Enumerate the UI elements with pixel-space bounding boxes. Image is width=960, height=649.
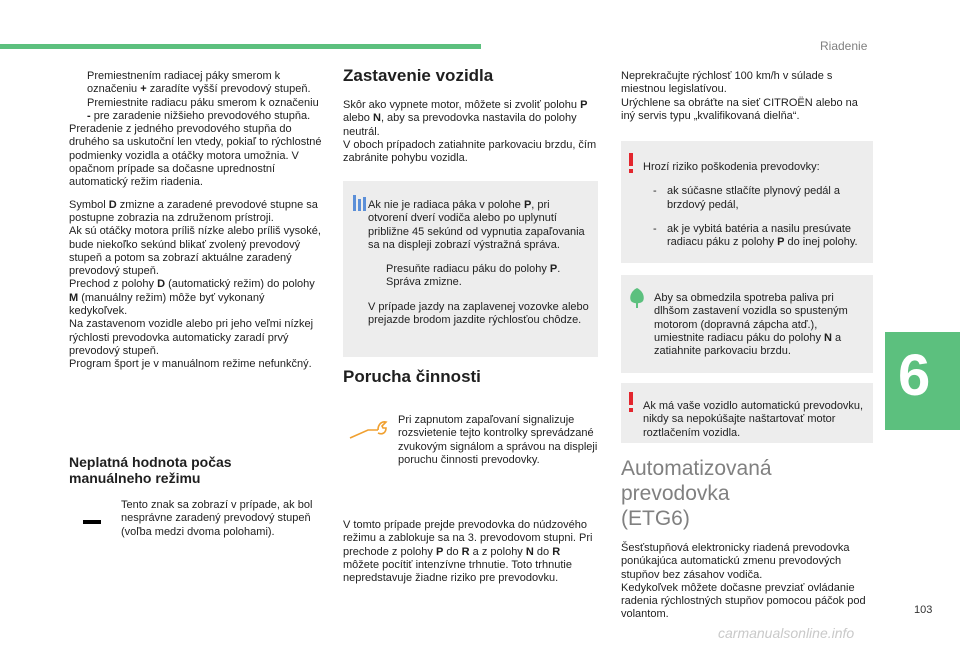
- paragraph: Preradenie z jedného prevodového stupňa do druhého sa uskutoční len vtedy, pokiaľ to rýchlostné podmienky vozidla a otáčky motora umožnia. V opačnom prípade sa dočasne uprednostní automatický režim riadenia.: [69, 123, 322, 189]
- fault-section: [343, 367, 599, 387]
- wrench-icon: [348, 418, 388, 440]
- invalid-value-text-block: [121, 499, 321, 539]
- column-1: [69, 70, 324, 372]
- section-heading: Zastavenie vozidla: [343, 66, 494, 85]
- warning-box-2: [621, 383, 873, 443]
- info-box: [343, 181, 598, 357]
- list-item: Presuňte radiacu páku do polohy P. Správa zmizne.: [386, 263, 561, 289]
- paragraph: Na zastavenom vozidle alebo pri jeho veľmi nízkej rýchlosti prevodovka automaticky zaradí prvý prevodový stupeň.: [69, 318, 314, 357]
- paragraph: Program šport je v manuálnom režime nefunkčný.: [69, 358, 312, 371]
- paragraph: V oboch prípadoch zatiahnite parkovaciu brzdu, čím zabránite pohybu vozidla.: [343, 138, 597, 165]
- section-title: Riadenie: [820, 39, 868, 53]
- info-icon: [353, 195, 367, 211]
- header-accent-bar: [0, 44, 481, 49]
- warning-icon: [628, 153, 634, 173]
- invalid-value-section: [69, 454, 289, 486]
- fault-detail: [343, 519, 599, 585]
- paragraph: Tento znak sa zobrazí v prípade, ak bol nesprávne zaradený prevodový stupeň (voľba medzi dvoma polohami).: [121, 499, 313, 538]
- section-heading: Neplatná hodnota počas manuálneho režimu: [69, 454, 232, 486]
- paragraph: V tomto prípade prejde prevodovka do núdzového režimu a zablokuje sa na 3. prevodovom stupni. Pri prechode z polohy P do R a z polohy N do R môžete pocítiť intenzívne trhnutie. Toto trhnutie nepredstavuje žiadne riziko pre prevodovku.: [343, 519, 593, 585]
- eco-leaf-icon: [627, 287, 647, 309]
- paragraph: Symbol D zmizne a zaradené prevodové stupne sa postupne zobrazia na združenom prístroji.: [69, 198, 318, 224]
- fault-text-block: [398, 414, 598, 467]
- eco-box-text: Aby sa obmedzila spotreba paliva pri dlhšom zastavení vozidla so spusteným motorom (dopravná zápcha atď.), umiestnite radiacu páku do polohy N a zatiahnite parkovaciu brzdu.: [654, 292, 848, 358]
- column-2-top: [343, 66, 599, 165]
- list-item: - ak je vybitá batéria a nasilu presúvate radiacu páku z polohy P do inej polohy.: [653, 222, 858, 249]
- paragraph: Pri zapnutom zapaľovaní signalizuje rozsvietenie tejto kontrolky sprevádzané zvukovým signálom a správou na displeji poruchu činnosti prevodovky.: [398, 414, 598, 466]
- paragraph: Šesťstupňová elektronicky riadená prevodovka ponúkajúca automatickú zmenu prevodových stupňov bez zásahov vodiča.: [621, 542, 850, 581]
- column-3-top: [621, 70, 875, 123]
- warning-icon: [628, 392, 634, 412]
- page-number: 103: [914, 604, 933, 616]
- warning-box-2-text: Ak má vaše vozidlo automatickú prevodovku, nikdy sa nepokúšajte naštartovať motor roztlačením vozidla.: [643, 400, 864, 439]
- list-item: Premiestnením radiacej páky smerom k označeniu + zaradíte vyšší prevodový stupeň.: [87, 70, 311, 96]
- paragraph: Neprekračujte rýchlosť 100 km/h v súlade s miestnou legislatívou.: [621, 70, 833, 96]
- paragraph: Skôr ako vypnete motor, môžete si zvoliť polohu P alebo N, aby sa prevodovka nastavila do polohy neutrál.: [343, 99, 588, 138]
- paragraph: Kedykoľvek môžete dočasne prevziať ovládanie radenia rýchlostných stupňov pomocou páčok pod volantom.: [621, 581, 866, 621]
- list-item: - ak súčasne stlačíte plynový pedál a brzdový pedál,: [653, 185, 841, 211]
- warning-box: [621, 141, 873, 263]
- etg-section: [621, 456, 875, 622]
- paragraph: Prechod z polohy D (automatický režim) do polohy M (manuálny režim) môže byť vykonaný kedykoľvek.: [69, 278, 315, 318]
- info-box-text: Ak nie je radiaca páka v polohe P, pri otvorení dverí vodiča alebo po uplynutí približne 45 sekúnd od vypnutia zapaľovania sa na displeji zobrazí výstražná správa. Presuňte radiacu páku do polohy P. Správa zmizne. V prípade jazdy na zaplavenej vozovke alebo prejazde brodom jazdite rýchlosťou chôdze.: [368, 199, 589, 327]
- section-heading: Automatizovaná prevodovka (ETG6): [621, 457, 772, 530]
- paragraph: Urýchlene sa obráťte na sieť CITROËN alebo na iný servis typu „kvalifikovaná dielňa“.: [621, 96, 858, 122]
- watermark: carmanualsonline.info: [718, 625, 855, 641]
- list-item: Premiestnite radiacu páku smerom k označeniu - pre zaradenie nižšieho prevodového stupňa.: [87, 96, 319, 122]
- paragraph: Ak sú otáčky motora príliš nízke alebo príliš vysoké, bude niekoľko sekúnd blikať zvolený prevodový stupeň a potom sa zobrazí aktuálne zaradený prevodový stupeň.: [69, 225, 321, 278]
- eco-box: [621, 275, 873, 373]
- section-heading: Porucha činnosti: [343, 367, 481, 386]
- gear-dash-display-icon: [83, 520, 101, 524]
- chapter-number: 6: [898, 343, 931, 408]
- warning-box-text: Hrozí riziko poškodenia prevodovky: - ak súčasne stlačíte plynový pedál a brzdový pedál, - ak je vybitá batéria a nasilu presúvate radiacu páku z polohy P do inej polohy.: [643, 150, 869, 260]
